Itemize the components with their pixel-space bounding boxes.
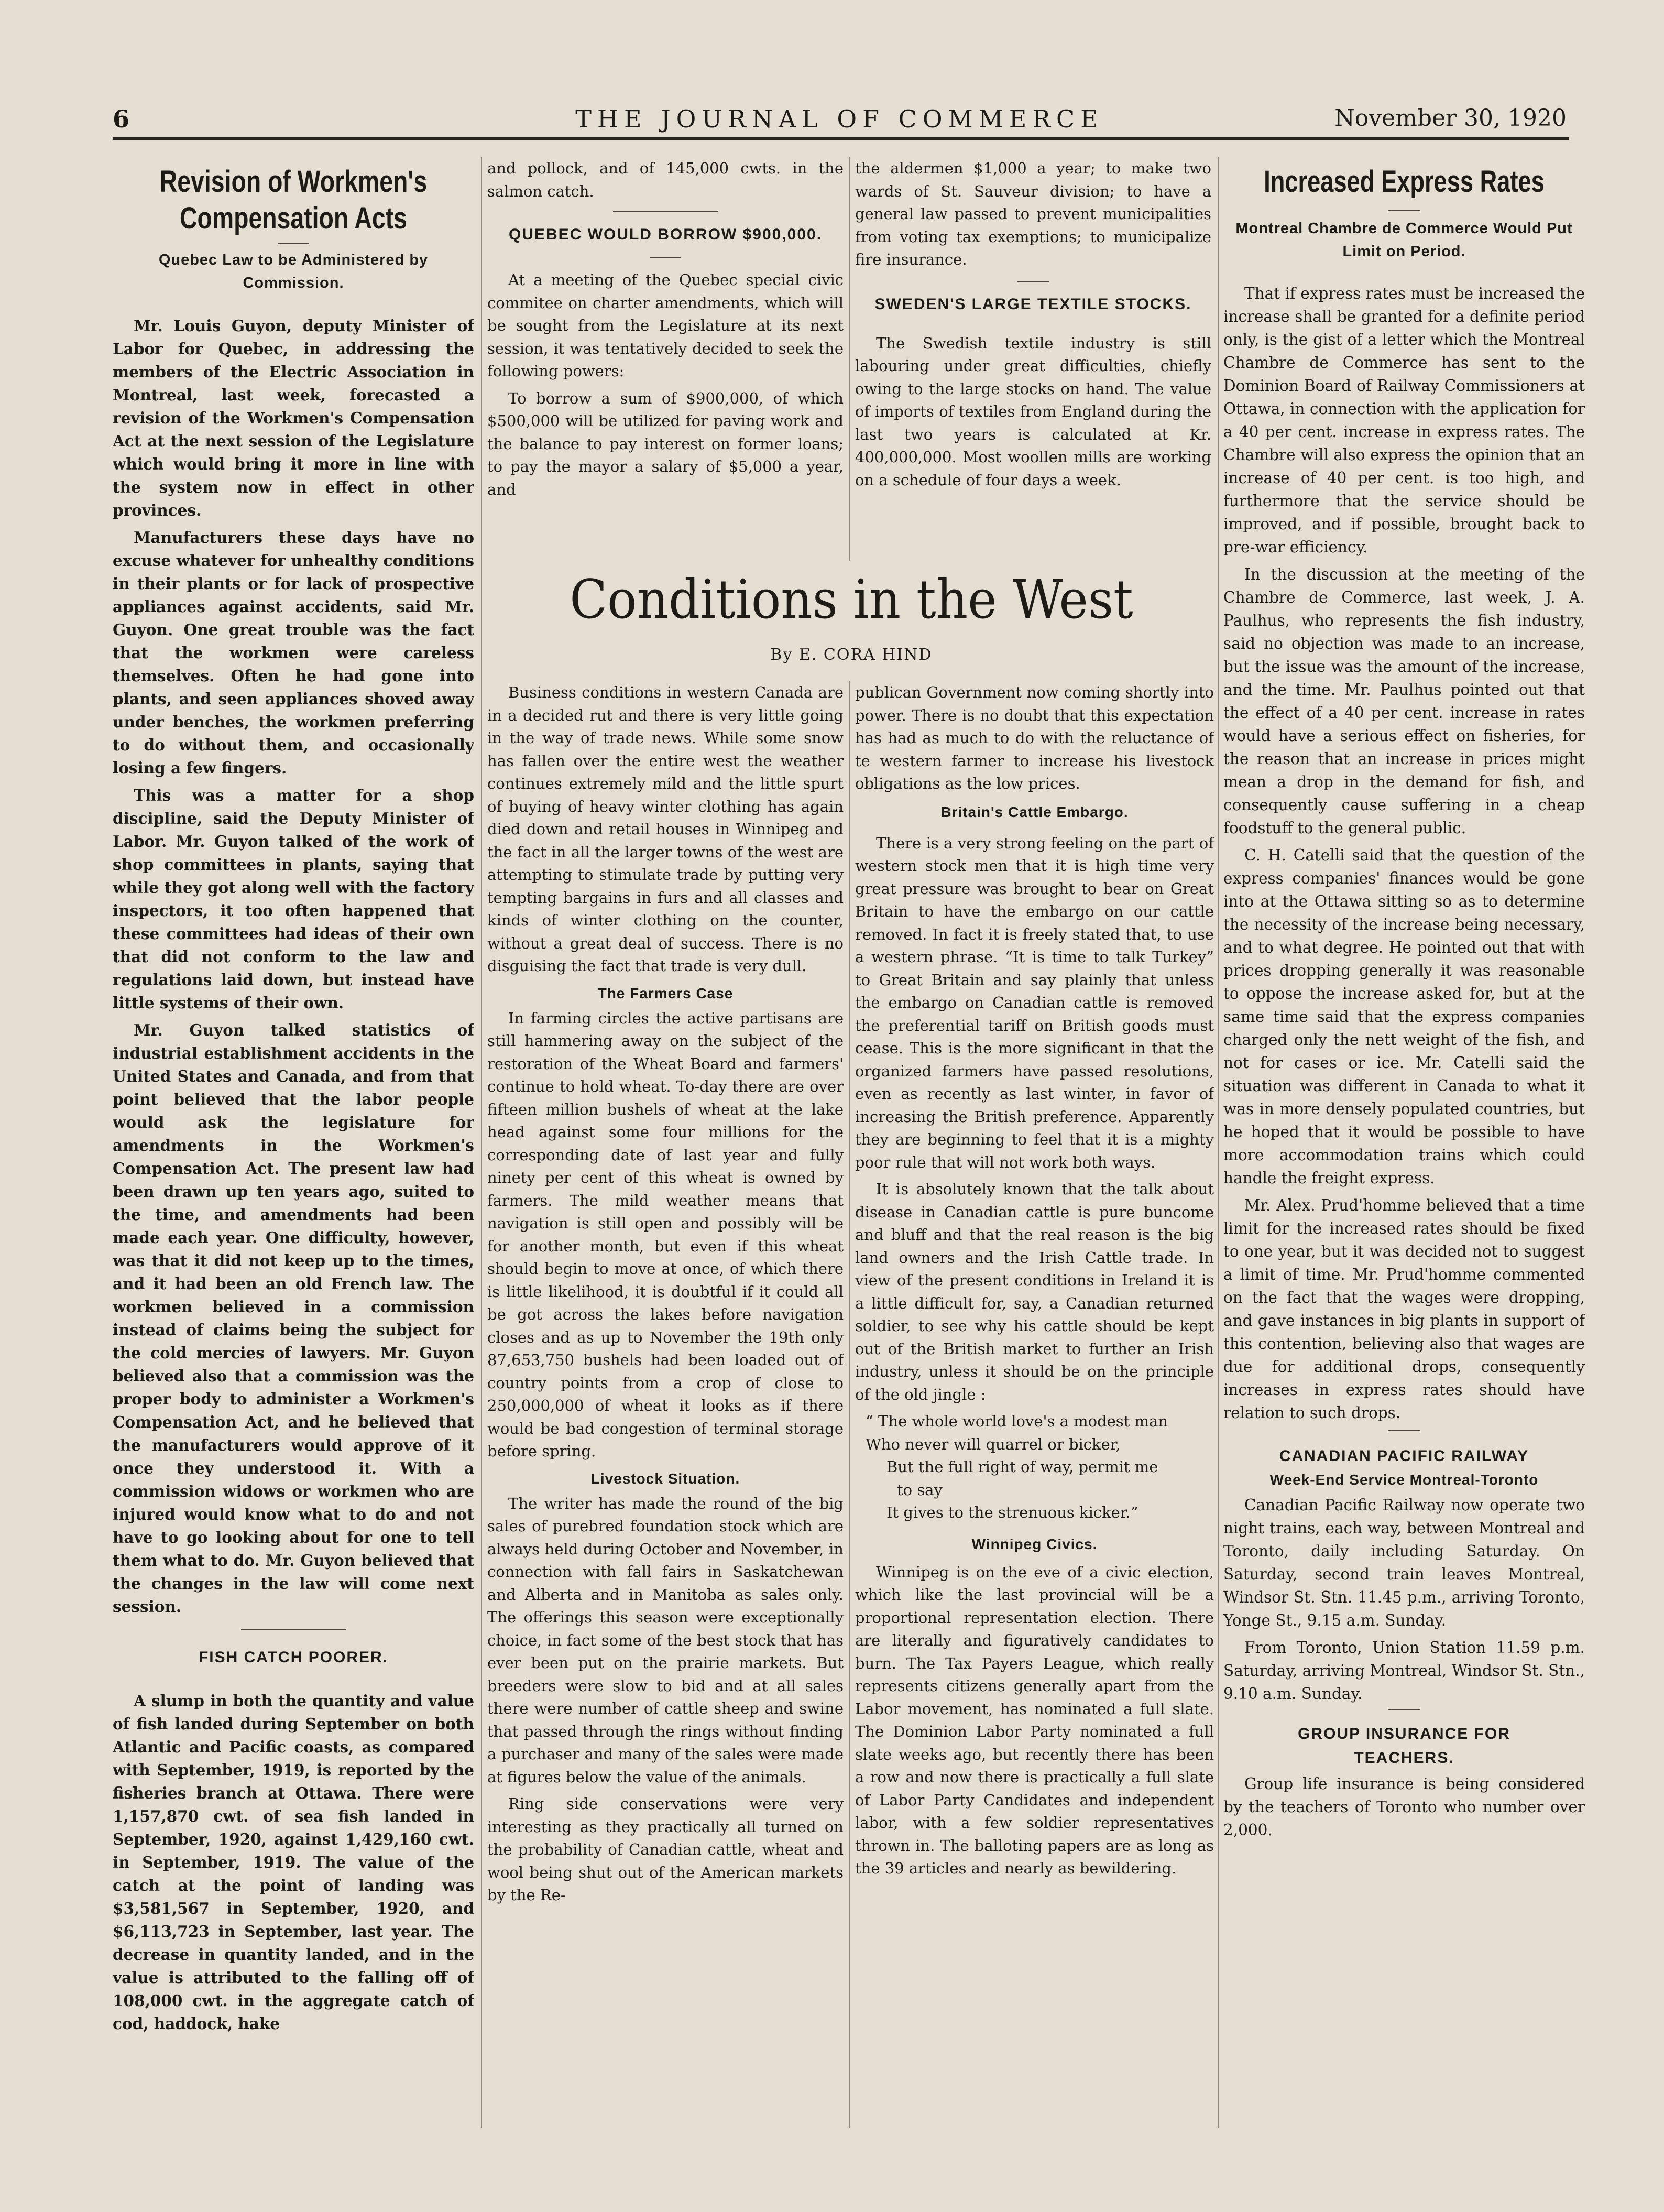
sweden-headline: SWEDEN'S LARGE TEXTILE STOCKS. — [874, 295, 1192, 313]
article-paragraph: Ring side conservations were very interesting as they practically all turned on the probability of Canadian cattle, wheat and wool being shut out of the American markets by the Re- — [487, 1795, 844, 1904]
continued-text: the aldermen $1,000 a year; to make two wards of St. Sauveur division; to have a general law passed to prevent municipalities from voting tax exemptions; to municipalize fire insurance. — [855, 159, 1211, 268]
article-paragraph: C. H. Catelli said that the question of the express companies' finances would be gone into at the Ottawa sitting so as to determine the necessity of the increase being necessary, and to what degree. He pointed out that with prices dropping generally it was reasonable to oppose the increase asked for, but at the same time said that the express companies charged only the nett weight of the fish, and not for cases or ice. Mr. Catelli said the situation was different in Canada to what it was in more densely populated countries, but he hoped that it would be possible to have more accommodation trains which could handle the freight express. — [1223, 846, 1585, 1187]
workmens-subhead: Quebec Law to be Administered by Commission. — [158, 252, 429, 291]
article-paragraph: Mr. Louis Guyon, deputy Minister of Labor for Quebec, in addressing the members of the Electric Association in Montreal, last week, forecasted a revision of the Workmen's Compensation Act at the next session of the Legislature which would bring it more in line with the system now in effect in other provinces. — [113, 317, 474, 519]
west-column-b — [855, 681, 1214, 2128]
article-paragraph: Canadian Pacific Railway now operate two night trains, each way, between Montreal and Toronto, daily including Saturday. On Saturday, second train leaves Montreal, Windsor St. Stn. 11.45 p.m., arriving Toronto, Yonge St., 9.15 a.m. Sunday. — [1223, 1496, 1585, 1629]
column-1 — [113, 157, 474, 2128]
insurance-headline-line-2: TEACHERS. — [1354, 1749, 1454, 1767]
quebec-headline: QUEBEC WOULD BORROW $900,000. — [508, 226, 823, 243]
cpr-subhead: Week-End Service Montreal-Toronto — [1269, 1472, 1539, 1488]
article-paragraph: Mr. Alex. Prud'homme believed that a time limit for the increased rates should be fixed to one year, but it was decided not to suggest a limit of time. Mr. Prud'homme commented on the fact that the wages were dropping, and gave instances in big plants in support of this contention, believing also that wages are due for additional drops, consequently increases in express rates should have relation to such drops. — [1223, 1196, 1585, 1422]
livestock-head: Livestock Situation. — [590, 1470, 740, 1487]
masthead-title: THE JOURNAL OF COMMERCE — [575, 105, 1104, 133]
article-paragraph: The Swedish textile industry is still labouring under great difficulties, chiefly owing to the large stocks on hand. The value of imports of textiles from England during the last two years is calculated at Kr. 400,000,000. Most woollen mills are working on a schedule of four days a week. — [855, 334, 1211, 489]
divider — [1017, 281, 1049, 282]
workmens-article — [113, 165, 474, 1618]
divider — [241, 1629, 346, 1630]
continued-text: and pollock, and of 145,000 cwts. in the salmon catch. — [487, 159, 844, 200]
divider — [1388, 210, 1420, 211]
column-divider — [849, 681, 850, 2128]
column-divider — [481, 157, 482, 2128]
cpr-article — [1223, 1444, 1585, 1705]
column-divider — [849, 157, 850, 561]
verse-line: to say — [897, 1480, 943, 1499]
fish-article — [113, 1646, 474, 2035]
article-paragraph: Business conditions in western Canada are in a decided rut and there is very little going in the way of trade news. While some snow has fallen over the entire west the weather continues extremely mild and the little spurt of buying of heavy winter clothing has again died down and retail houses in Winnipeg and the fact in all the larger towns of the west are attempting to stimulate trade by putting very tempting bargains in furs and all classes and kinds of winter clothing on the counter, without a great deal of success. There is no disguising the fact that trade is very dull. — [487, 683, 844, 975]
workmens-headline-line-1: Revision of Workmen's — [159, 165, 428, 199]
article-paragraph: publican Government now coming shortly into power. There is no doubt that this expectation has had as much to do with the reluctance of te western farmer to increase his livestock obligations as the low prices. — [855, 683, 1214, 792]
article-paragraph: Winnipeg is on the eve of a civic election, which like the last provincial will be a proportional representation election. There are literally and figuratively candidates to burn. The Tax Payers League, which really represents citizens generally apart from the Labor movement, has nominated a full slate. The Dominion Labor Party nominated a full slate weeks ago, but recently there has been a row and now there is practically a full slate of Labor Party Candidates and independent labor, with a few soldier representatives thrown in. The balloting papers are as long as the 39 articles and nearly as bewildering. — [855, 1563, 1214, 1877]
column-divider — [1218, 157, 1219, 2128]
article-paragraph: Mr. Guyon talked statistics of industrial establishment accidents in the United States and Canada, and from that point believed that the labor people would ask the legislature for amendments in the Workmen's Compensation Act. The present law had been drawn up ten years ago, suited to the time, and amendments had been made each year. One difficulty, however, was that it did not keep up to the times, and it had been an old French law. The workmen believed in a commission instead of claims being the subject for the cold mercies of lawyers. Mr. Guyon believed also that a commission was the proper body to administer a Workmen's Compensation Act, and he believed that the manufacturers would approve of it once they understood it. With a commission widows or workmen who are injured would know what to do and not have to go looking about for one to tell them what to do. Mr. Guyon believed that the changes in the law will come next session. — [113, 1021, 474, 1616]
britain-head: Britain's Cattle Embargo. — [940, 803, 1129, 820]
article-paragraph: In the discussion at the meeting of the Chambre de Commerce, last week, J. A. Paulhus, who represents the fish industry, said no objection was made to an increase, but the issue was the amount of the increase, and the time. Mr. Paulhus pointed out that the effect of a 40 per cent. increase in rates would have a serious effect on fisheries, for the reason that an increase in prices might mean a drop in the demand for fish, and consequently cause suffering in a cheap foodstuff to the general public. — [1223, 565, 1585, 837]
verse-line: But the full right of way, permit me — [886, 1458, 1158, 1476]
verse-line: “ The whole world love's a modest man — [866, 1412, 1168, 1430]
divider — [1388, 1709, 1420, 1710]
winnipeg-head: Winnipeg Civics. — [971, 1535, 1098, 1552]
issue-date: November 30, 1920 — [1334, 105, 1567, 132]
express-subhead: Montreal Chambre de Commerce Would Put Limit on Period. — [1235, 220, 1573, 260]
farmers-case-head: The Farmers Case — [597, 985, 734, 1001]
verse-line: Who never will quarrel or bicker, — [866, 1435, 1121, 1453]
west-column-a — [487, 681, 844, 2128]
express-headline: Increased Express Rates — [1264, 165, 1545, 199]
insurance-headline-line-1: GROUP INSURANCE FOR — [1298, 1725, 1510, 1742]
express-article — [1223, 165, 1585, 1424]
header-rule — [113, 137, 1569, 140]
fish-headline: FISH CATCH POORER. — [198, 1649, 389, 1666]
divider — [278, 243, 309, 244]
article-paragraph: In farming circles the active partisans are still hammering away on the subject of the restoration of the Wheat Board and farmers' continue to hold wheat. To-day there are over fifteen million bushels of wheat at the lake head against some four millions for the corresponding date of last year and fully ninety per cent of this wheat is owned by farmers. The mild weather means that navigation is still open and possibly will be for another month, but even if this wheat should begin to move at once, of which there is little likelihood, it is doubtful if it could all be got across the lakes before navigation closes and as up to November the 19th only 87,653,750 bushels had been loaded out of country points from a crop of close to 250,000,000 of wheat it looks as if there would be bad congestion of terminal storage before spring. — [487, 1009, 844, 1460]
column-3-top — [855, 157, 1211, 561]
column-2-top — [487, 157, 844, 561]
article-paragraph: To borrow a sum of $900,000, of which $500,000 will be utilized for paving work and the balance to pay interest on former loans; to pay the mayor a salary of $5,000 a year, and — [487, 389, 844, 498]
verse-line: It gives to the strenuous kicker.” — [886, 1503, 1138, 1521]
west-byline: By E. CORA HIND — [770, 646, 933, 664]
insurance-article — [1223, 1722, 1585, 1841]
article-paragraph: Group life insurance is being considered by the teachers of Toronto who number over 2,000. — [1223, 1775, 1585, 1839]
page-number: 6 — [113, 105, 130, 133]
article-paragraph: This was a matter for a shop discipline, said the Deputy Minister of Labor. Mr. Guyon talked of the work of shop committees in plants, saying that while they got along well with the factory inspectors, it too often happened that these committees had ideas of their own that did not conform to the law and regulations laid down, but instead have little systems of their own. — [113, 786, 474, 1012]
article-paragraph: There is a very strong feeling on the part of western stock men that it is high time very great pressure was brought to bear on Great Britain to have the embargo on our cattle removed. In fact it is freely stated that, to use a western phrase. “It is time to talk Turkey” to Great Britain and say plainly that unless the embargo on Canadian cattle is removed the preferential tariff on British goods must cease. This is the more significant in that the organized farmers have passed resolutions, even as recently as last winter, in favor of increasing the British preference. Apparently they are beginning to feel that it is a mighty poor rule that will not work both ways. — [855, 834, 1214, 1171]
article-paragraph: At a meeting of the Quebec special civic commitee on charter amendments, which will be sought from the Legislature at its next session, it was tentatively decided to seek the following powers: — [487, 271, 844, 380]
column-4 — [1223, 157, 1585, 2128]
west-headline: Conditions in the West — [570, 569, 1133, 631]
article-paragraph: Manufacturers these days have no excuse whatever for unhealthy conditions in their plants or for lack of prospective appliances against accidents, said Mr. Guyon. One great trouble was the fact that the workmen were careless themselves. Often he had gone into plants, and seen appliances shoved away under benches, the workmen preferring to do without them, and occasionally losing a few fingers. — [113, 528, 474, 777]
article-paragraph: That if express rates must be increased the increase shall be granted for a definite period only, is the gist of a letter which the Montreal Chambre de Commerce has sent to the Dominion Board of Railway Commissioners at Ottawa, in connection with the application for a 40 per cent. increase in express rates. The Chambre will also express the opinion that an increase of 40 per cent. is too high, and furthermore that the service should be improved, and if possible, brought back to pre-war efficiency. — [1223, 285, 1585, 556]
cpr-headline: CANADIAN PACIFIC RAILWAY — [1279, 1447, 1529, 1465]
article-paragraph: From Toronto, Union Station 11.59 p.m. Saturday, arriving Montreal, Windsor St. Stn., 9.10 a.m. Sunday. — [1223, 1639, 1585, 1703]
article-paragraph: The writer has made the round of the big sales of purebred foundation stock which are always held during October and November, in connection with fall fairs in Saskatchewan and Alberta and in Manitoba as sales only. The offerings this season were exceptionally choice, in fact some of the best stock that has ever been put on the prairie markets. But breeders were slow to bid and at all sales there were number of cattle sheep and swine that passed through the rings without finding a purchaser and many of the sales were made at figures below the value of the animals. — [487, 1494, 844, 1786]
divider — [1388, 1430, 1420, 1431]
jingle-verse — [866, 1410, 1214, 1524]
article-paragraph: It is absolutely known that the talk about disease in Canadian cattle is pure buncome and bluff and that the real reason is the big land owners and the Irish Cattle trade. In view of the present conditions in Ireland it is a little difficult for, say, a Canadian returned soldier, to see why his cattle should be kept out of the British market to further an Irish industry, unless it should be on the principle of the old jingle : — [855, 1180, 1214, 1403]
divider — [613, 211, 718, 212]
article-paragraph: A slump in both the quantity and value of fish landed during September on both Atlantic and Pacific coasts, as compared with September, 1919, is reported by the fisheries branch at Ottawa. There were 1,157,870 cwt. of sea fish landed in September, 1920, against 1,429,160 cwt. in September, 1919. The value of the catch at the point of landing was $3,581,567 in September, 1920, and $6,113,723 in September, last year. The decrease in quantity landed, and in the value is attributed to the falling off of 108,000 cwt. in the aggregate catch of cod, haddock, hake — [113, 1692, 474, 2033]
workmens-headline-line-2: Compensation Acts — [180, 201, 407, 235]
divider — [650, 257, 681, 258]
page-header — [113, 105, 1567, 134]
